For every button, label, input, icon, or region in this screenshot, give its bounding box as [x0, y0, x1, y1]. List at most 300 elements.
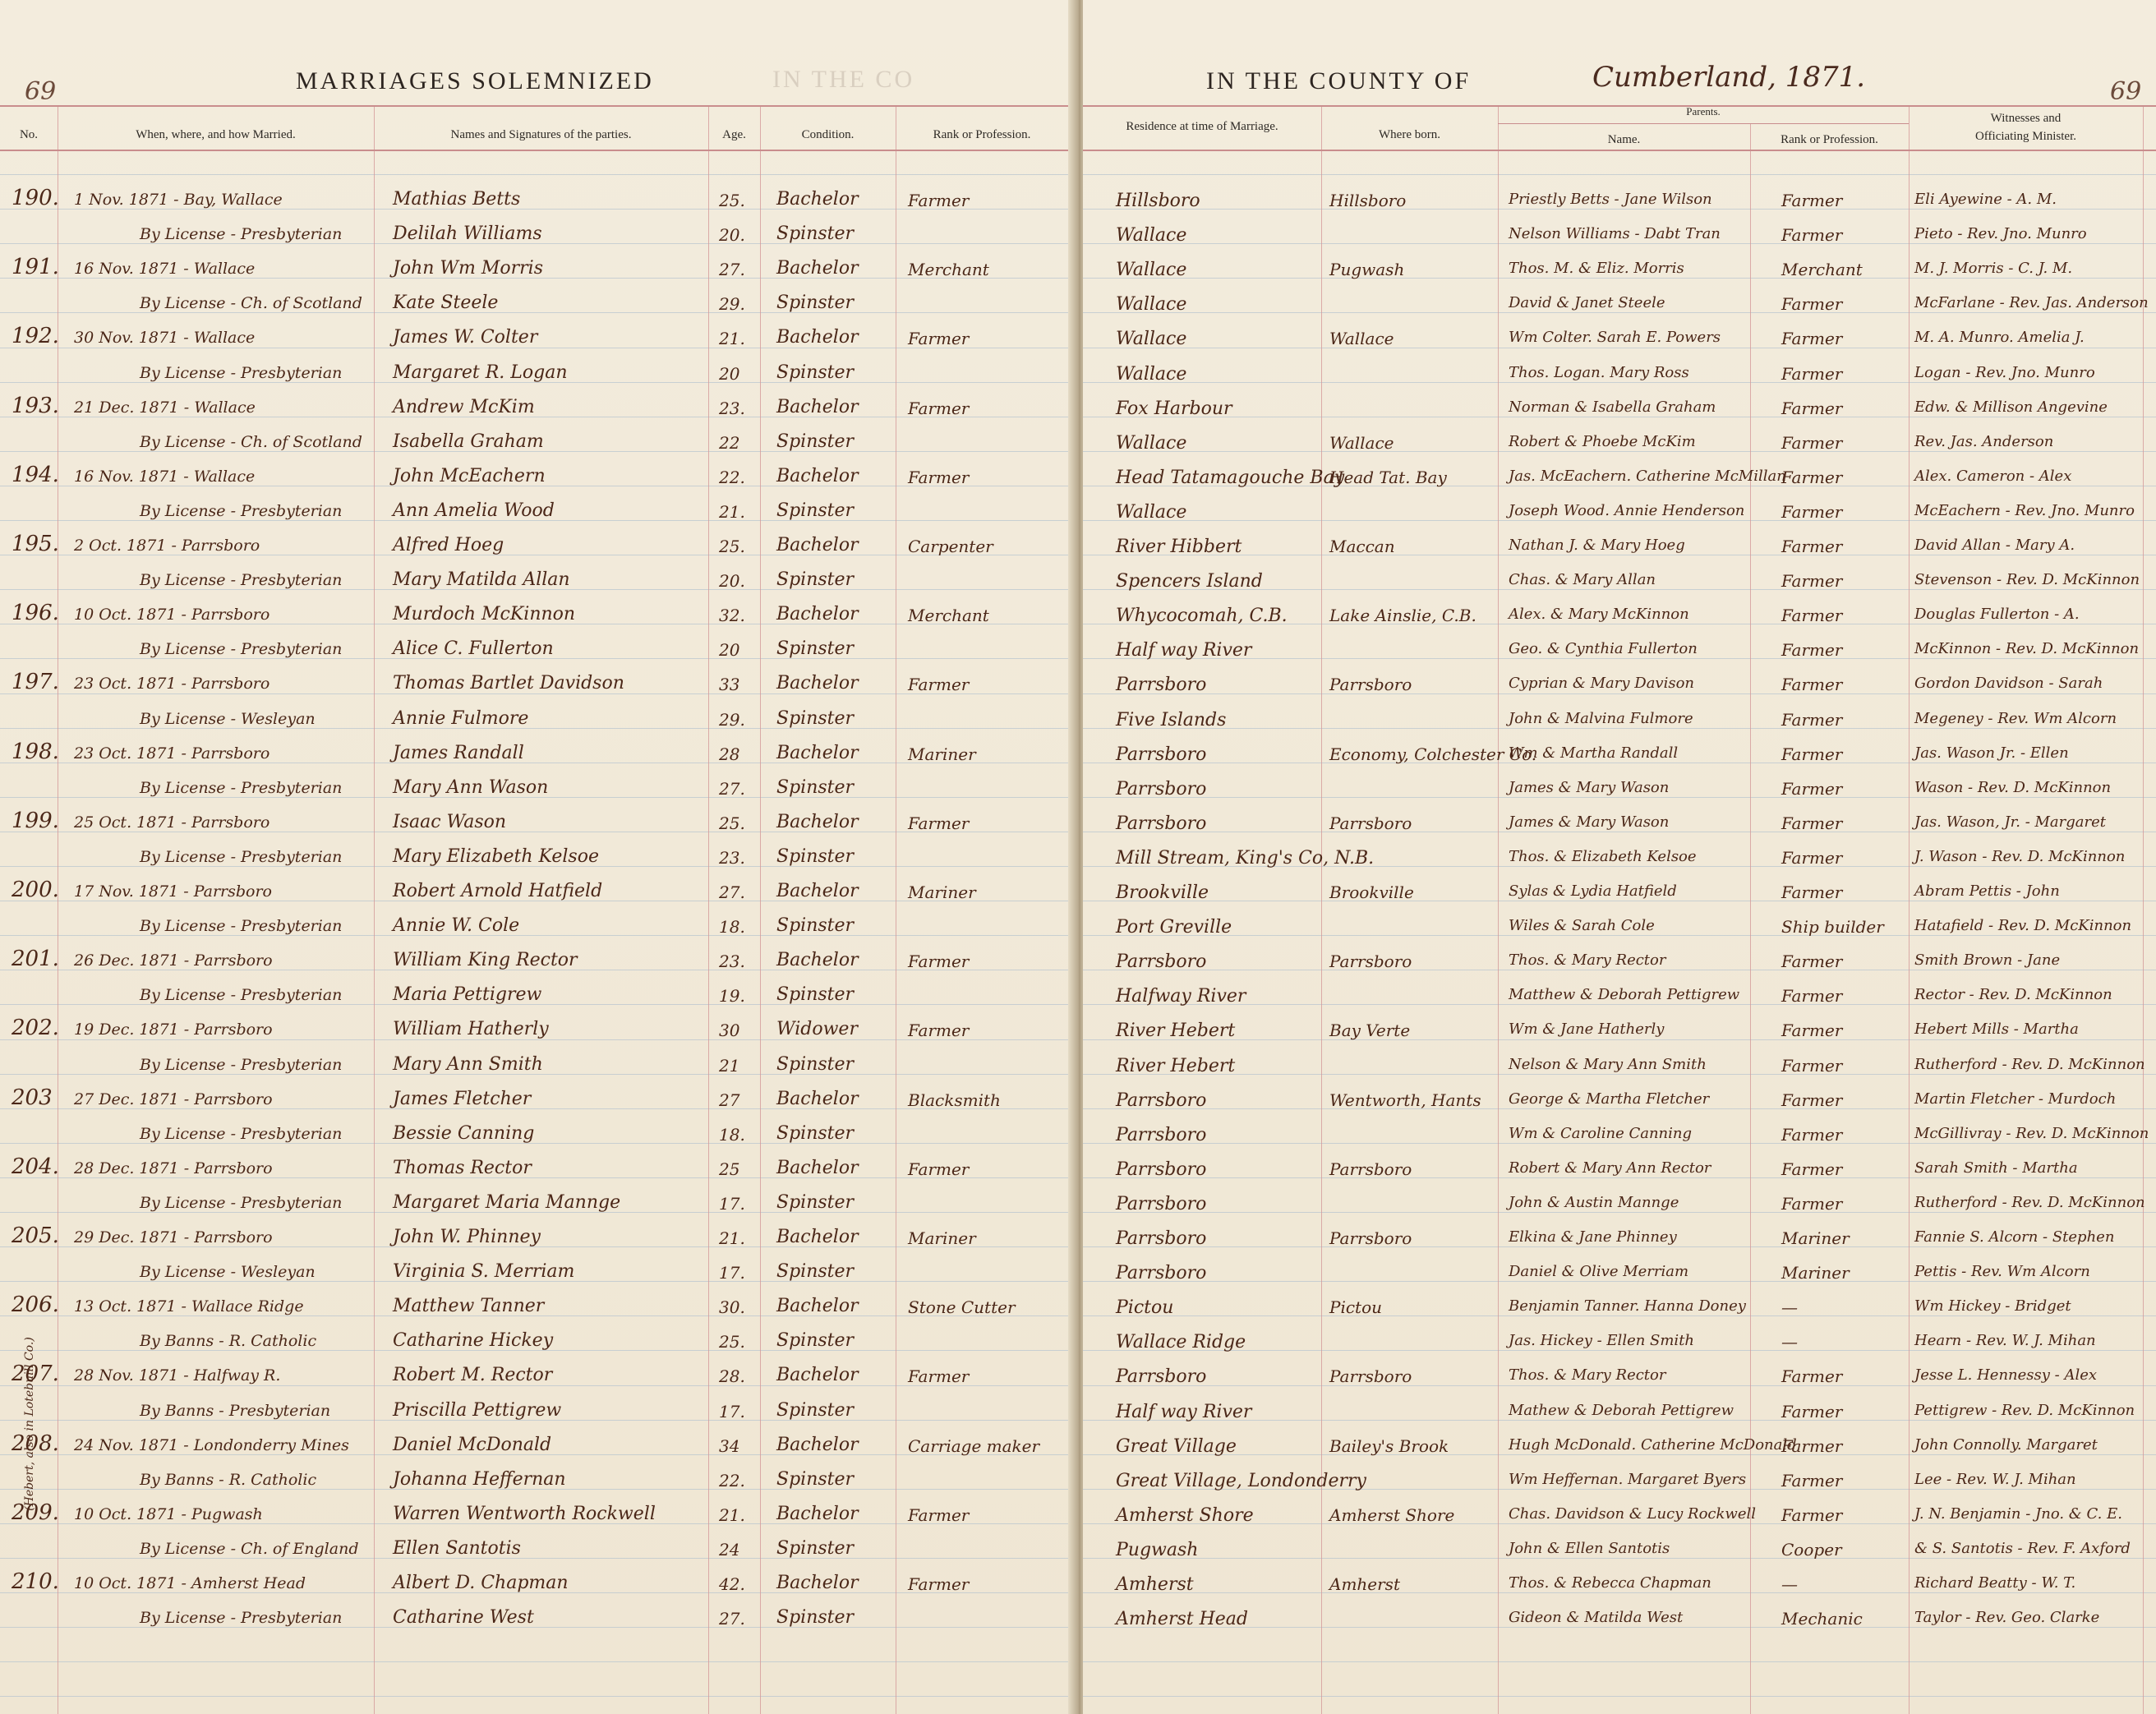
age: 17.: [719, 1193, 745, 1214]
parents-rank: Farmer: [1781, 1401, 1843, 1421]
parents-name: Robert & Mary Ann Rector: [1509, 1159, 1711, 1177]
party-name: Margaret Maria Mannge: [393, 1191, 621, 1213]
entry-number: 205.: [12, 1223, 59, 1248]
parents-rank: Farmer: [1781, 951, 1843, 972]
parents-rank: Farmer: [1781, 432, 1843, 453]
marriage-details: 1 Nov. 1871 - Bay, Wallace: [74, 191, 283, 209]
marriage-details: By Banns - R. Catholic: [140, 1470, 317, 1489]
age: 20.: [719, 571, 745, 592]
rank-profession: Blacksmith: [908, 1090, 1001, 1110]
parents-name: Thos. & Rebecca Chapman: [1509, 1574, 1711, 1592]
rank-profession: Mariner: [908, 882, 976, 902]
parents-name: John & Austin Mannge: [1509, 1193, 1679, 1211]
entry-number: 206.: [12, 1292, 59, 1318]
witnesses-minister: Wm Hickey - Bridget: [1914, 1297, 2071, 1315]
party-name: Thomas Bartlet Davidson: [393, 673, 624, 694]
condition: Spinster: [776, 569, 855, 591]
condition: Bachelor: [776, 1088, 859, 1109]
header-parents-rank: Rank or Profession.: [1781, 133, 1878, 146]
parents-rank: Farmer: [1781, 744, 1843, 764]
condition: Bachelor: [776, 396, 859, 417]
residence: Brookville: [1116, 882, 1209, 903]
parents-name: Wm & Jane Hatherly: [1509, 1021, 1665, 1039]
witnesses-minister: J. N. Benjamin - Jno. & C. E.: [1914, 1504, 2122, 1523]
marriage-details: 25 Oct. 1871 - Parrsboro: [74, 813, 270, 832]
party-name: Annie Fulmore: [393, 707, 529, 729]
parents-rank: Farmer: [1781, 191, 1843, 210]
residence: Mill Stream, King's Co, N.B.: [1116, 847, 1375, 869]
witnesses-minister: Hearn - Rev. W. J. Mihan: [1914, 1332, 2096, 1350]
residence: Wallace: [1116, 260, 1187, 281]
parents-rank: Farmer: [1781, 1124, 1843, 1145]
parents-rank: Farmer: [1781, 1193, 1843, 1214]
witnesses-minister: Edw. & Millison Angevine: [1914, 398, 2108, 416]
age: 19.: [719, 986, 745, 1007]
age: 25.: [719, 191, 745, 210]
witnesses-minister: J. Wason - Rev. D. McKinnon: [1914, 847, 2126, 865]
entry-number: 196.: [12, 601, 59, 626]
age: 17.: [719, 1263, 745, 1283]
marriage-details: 16 Nov. 1871 - Wallace: [74, 467, 256, 486]
rank-profession: Mariner: [908, 1228, 976, 1248]
parents-name: Sylas & Lydia Hatfield: [1509, 882, 1677, 900]
condition: Bachelor: [776, 811, 859, 832]
marriage-details: 10 Oct. 1871 - Parrsboro: [74, 606, 270, 624]
witnesses-minister: McGillivray - Rev. D. McKinnon: [1914, 1124, 2149, 1142]
witnesses-minister: McFarlane - Rev. Jas. Anderson: [1914, 294, 2149, 312]
marriage-details: 30 Nov. 1871 - Wallace: [74, 329, 256, 348]
party-name: Alfred Hoeg: [393, 535, 504, 555]
parents-name: Jas. Hickey - Ellen Smith: [1509, 1332, 1695, 1350]
witnesses-minister: Rector - Rev. D. McKinnon: [1914, 986, 2112, 1004]
parents-rank: Farmer: [1781, 1504, 1843, 1525]
rank-profession: Farmer: [908, 398, 970, 418]
age: 22: [719, 432, 740, 453]
age: 20: [719, 363, 740, 384]
header-no: No.: [19, 128, 39, 141]
rank-profession: Merchant: [908, 606, 989, 626]
party-name: Johanna Heffernan: [393, 1468, 566, 1490]
party-name: Mary Ann Smith: [393, 1053, 543, 1075]
party-name: Virginia S. Merriam: [393, 1261, 575, 1283]
parents-rank: Farmer: [1781, 571, 1843, 592]
condition: Spinster: [776, 1053, 855, 1075]
residence: Amherst Shore: [1116, 1504, 1254, 1526]
party-name: Robert M. Rector: [393, 1365, 553, 1386]
residence: Parrsboro: [1116, 813, 1207, 834]
birthplace: Parrsboro: [1329, 1228, 1412, 1248]
residence: Whycocomah, C.B.: [1116, 606, 1288, 627]
age: 33: [719, 675, 740, 695]
marriage-details: 21 Dec. 1871 - Wallace: [74, 398, 256, 417]
party-name: William King Rector: [393, 950, 578, 971]
party-name: Thomas Rector: [393, 1157, 532, 1178]
marriage-details: 17 Nov. 1871 - Parrsboro: [74, 882, 272, 901]
party-name: James W. Colter: [393, 327, 538, 348]
residence: Amherst: [1116, 1574, 1194, 1595]
party-name: Matthew Tanner: [393, 1296, 545, 1317]
witnesses-minister: Smith Brown - Jane: [1914, 951, 2061, 970]
witnesses-minister: Wason - Rev. D. McKinnon: [1914, 778, 2112, 796]
condition: Spinster: [776, 1191, 855, 1213]
condition: Spinster: [776, 707, 855, 729]
residence: Parrsboro: [1116, 744, 1207, 765]
rank-profession: Carpenter: [908, 537, 993, 556]
marriage-details: 13 Oct. 1871 - Wallace Ridge: [74, 1297, 304, 1316]
age: 27.: [719, 778, 745, 799]
parents-rank: Farmer: [1781, 640, 1843, 661]
parents-name: Alex. & Mary McKinnon: [1509, 606, 1689, 624]
marriage-details: By License - Presbyterian: [140, 847, 343, 866]
parents-rank: Farmer: [1781, 363, 1843, 384]
parents-rank: Farmer: [1781, 813, 1843, 833]
condition: Spinster: [776, 1330, 855, 1352]
condition: Spinster: [776, 638, 855, 660]
entry-number: 190.: [12, 186, 59, 210]
witnesses-minister: Logan - Rev. Jno. Munro: [1914, 363, 2095, 381]
rank-profession: Farmer: [908, 1574, 970, 1594]
parents-name: Joseph Wood. Annie Henderson: [1509, 501, 1745, 519]
witnesses-minister: & S. Santotis - Rev. F. Axford: [1914, 1539, 2131, 1557]
residence: Five Islands: [1116, 709, 1227, 730]
witnesses-minister: Rutherford - Rev. D. McKinnon: [1914, 1193, 2145, 1211]
rank-profession: Farmer: [908, 1366, 970, 1387]
parents-name: Thos. Logan. Mary Ross: [1509, 363, 1689, 381]
parents-rank: Farmer: [1781, 675, 1843, 695]
age: 22.: [719, 1470, 745, 1491]
entry-number: 203: [12, 1085, 53, 1110]
header-condition: Condition.: [801, 128, 855, 141]
residence: Great Village: [1116, 1435, 1237, 1457]
condition: Spinster: [776, 1261, 855, 1283]
party-name: Catharine Hickey: [393, 1330, 554, 1352]
age: 20.: [719, 225, 745, 246]
marriage-details: 28 Nov. 1871 - Halfway R.: [74, 1366, 281, 1385]
condition: Bachelor: [776, 881, 859, 901]
witnesses-minister: Gordon Davidson - Sarah: [1914, 675, 2103, 693]
condition: Bachelor: [776, 1573, 859, 1593]
residence: Wallace: [1116, 225, 1187, 247]
birthplace: Maccan: [1329, 537, 1395, 556]
residence: Port Greville: [1116, 917, 1232, 938]
parents-name: Wm & Martha Randall: [1509, 744, 1679, 762]
witnesses-minister: Douglas Fullerton - A.: [1914, 606, 2080, 624]
birthplace: Brookville: [1329, 882, 1414, 902]
age: 27.: [719, 1609, 745, 1629]
party-name: James Fletcher: [393, 1088, 532, 1109]
witnesses-minister: John Connolly. Margaret: [1914, 1435, 2098, 1454]
residence: Parrsboro: [1116, 675, 1207, 696]
birthplace: Parrsboro: [1329, 675, 1412, 695]
parents-name: Thos. M. & Eliz. Morris: [1509, 260, 1684, 278]
residence: Wallace: [1116, 329, 1187, 350]
age: 18.: [719, 1124, 745, 1145]
condition: Spinster: [776, 223, 855, 245]
parents-rank: Farmer: [1781, 1021, 1843, 1041]
residence: Amherst Head: [1116, 1609, 1248, 1630]
party-name: John Wm Morris: [393, 258, 543, 279]
rank-profession: Farmer: [908, 1021, 970, 1041]
residence: Half way River: [1116, 1401, 1252, 1422]
parents-name: John & Malvina Fulmore: [1509, 709, 1693, 727]
rank-profession: Carriage maker: [908, 1435, 1040, 1456]
witnesses-minister: Richard Beatty - W. T.: [1914, 1574, 2076, 1592]
parents-rank: Farmer: [1781, 329, 1843, 349]
party-name: Isabella Graham: [393, 431, 544, 452]
age: 20: [719, 640, 740, 661]
condition: Spinster: [776, 776, 855, 798]
parents-rank: Farmer: [1781, 1366, 1843, 1387]
marriage-details: By License - Presbyterian: [140, 917, 343, 936]
header-witnesses: Witnesses and: [1990, 112, 2062, 125]
age: 17.: [719, 1401, 745, 1421]
residence: Parrsboro: [1116, 1366, 1207, 1388]
birthplace: Head Tat. Bay: [1329, 467, 1447, 487]
marriage-details: By License - Presbyterian: [140, 571, 343, 590]
birthplace: Wallace: [1329, 329, 1394, 349]
marriage-details: 10 Oct. 1871 - Amherst Head: [74, 1574, 306, 1592]
residence: Wallace Ridge: [1116, 1332, 1246, 1353]
header-names: Names and Signatures of the parties.: [450, 128, 632, 141]
parents-name: Wiles & Sarah Cole: [1509, 917, 1655, 935]
entry-number: 195.: [12, 532, 59, 556]
parents-name: Chas. Davidson & Lucy Rockwell: [1509, 1504, 1756, 1523]
parents-name: Thos. & Mary Rector: [1509, 951, 1666, 970]
witnesses-minister: Pettigrew - Rev. D. McKinnon: [1914, 1401, 2135, 1419]
parents-rank: Farmer: [1781, 778, 1843, 799]
birthplace: Economy, Colchester Co.: [1329, 744, 1537, 764]
left-page: 69 MARRIAGES SOLEMNIZED IN THE CO No. When, where, and how Married. Names and Signatures of the parties. Age. Condition. Rank or Profession. (Hebert, also in Lotebuill Co.) 190. 1 Nov. 1871 - Bay, Wallace Mathias Betts 25. Bachelor Farmer By License - Presbyterian Delilah Williams 20. Spinster 191. 16 Nov. 1871 - Wallace John Wm Morris 27. Bachelor Merchant By License - Ch. of Scotland Kate Steele 29. Spinster 192. 30 Nov. 1871 - Wallace James W. Colter 21. Bachelor Farmer By License - Presbyterian Margaret R. Logan 20 Spinster 193. 21 Dec. 1871 - Wallace Andrew McKim 23. Bachelor Farmer By License - Ch. of Scotland Isabella Graham 22 Spinster 194. 16 Nov. 1871 - Wallace John McEachern 22. Bachelor Farmer By License - Presbyterian Ann Amelia Wood 21. Spinster 195. 2 Oct. 1871 - Parrsboro Alfred Hoeg 25. Bachelor Carpenter By License - Presbyterian Mary Matilda Allan 20. Spinster 196. 10 Oct. 1871 - Parrsboro Murdoch McKinnon 32. Bachelor Merchant By License - Presbyterian Alice C. Fullerton 20 Spinster 197. 23 Oct. 1871 - Parrsboro Thomas Bartlet Davidson 33 Bachelor Farmer By License - Wesleyan Annie Fulmore 29. Spinster 198. 23 Oct. 1871 - Parrsboro James Randall 28 Bachelor Mariner By License - Presbyterian Mary Ann Wason 27. Spinster 199. 25 Oct. 1871 - Parrsboro Isaac Wason 25. Bachelor Farmer By License - Presbyterian Mary Elizabeth Kelsoe 23. Spinster 200. 17 Nov. 1871 - Parrsboro Robert Arnold Hatfield 27. Bachelor Mariner By License - Presbyterian Annie W. Cole 18. Spinster 201. 26 Dec. 1871 - Parrsboro William King Rector 23. Bachelor Farmer By License - Presbyterian Maria Pettigrew 19. Spinster 202. 19 Dec. 1871 - Parrsboro William Hatherly 30 Widower Farmer By License - Presbyterian Mary Ann Smith 21 Spinster 203 27 Dec. 1871 - Parrsboro James Fletcher 27 Bachelor Blacksmith By License - Presbyterian Bessie Canning 18. Spinster 204. 28 Dec. 1871 - Parrsboro Thomas Rector 25 Bachelor Farmer By License - Presbyterian Margaret Maria Mannge 17. Spinster 205. 29 Dec. 1871 - Parrsboro John W. Phinney 21. Bachelor Mariner By License - Wesleyan Virginia S. Merriam 17. Spinster 206. 13 Oct. 1871 - Wallace Ridge Matthew Tanner 30. Bachelor Stone Cutter By Banns - R. Catholic Catharine Hickey 25. Spinster 207. 28 Nov. 1871 - Halfway R. Robert M. Rector 28. Bachelor Farmer By Banns - Presbyterian Priscilla Pettigrew 17. Spinster 208. 24 Nov. 1871 - Londonderry Mines Daniel McDonald 34 Bachelor Carriage maker By Banns - R. Catholic Johanna Heffernan 22. Spinster 209. 10 Oct. 1871 - Pugwash Warren Wentworth Rockwell 21. Bachelor Farmer By License - Ch. of England Ellen Santotis 24 Spinster 210. 10 Oct. 1871 - Amherst Head Albert D. Chapman 42. Bachelor Farmer By License - Presbyterian Catharine West 27. Spinster: [0, 0, 1076, 1714]
witnesses-minister: Rev. Jas. Anderson: [1914, 432, 2054, 450]
residence: River Hebert: [1116, 1055, 1236, 1076]
entry-number: 193.: [12, 393, 59, 418]
age: 21.: [719, 1228, 745, 1248]
birthplace: Amherst Shore: [1329, 1504, 1455, 1525]
age: 23.: [719, 847, 745, 868]
birthplace: Parrsboro: [1329, 1159, 1412, 1179]
entry-number: 204.: [12, 1154, 59, 1179]
witnesses-minister: Jesse L. Hennessy - Alex: [1914, 1366, 2098, 1385]
marriage-details: By License - Presbyterian: [140, 501, 343, 520]
marriage-details: By License - Presbyterian: [140, 1193, 343, 1212]
marriage-details: By License - Presbyterian: [140, 1055, 343, 1074]
age: 18.: [719, 917, 745, 938]
marriage-details: 2 Oct. 1871 - Parrsboro: [74, 537, 260, 555]
residence: Hillsboro: [1116, 191, 1200, 211]
residence: Wallace: [1116, 432, 1187, 454]
age: 22.: [719, 467, 745, 487]
condition: Bachelor: [776, 258, 859, 279]
residence: Parrsboro: [1116, 1124, 1207, 1145]
rank-profession: Farmer: [908, 191, 970, 210]
birthplace: Bailey's Brook: [1329, 1435, 1449, 1456]
party-name: Delilah Williams: [393, 223, 542, 245]
parents-name: Nelson Williams - Dabt Tran: [1509, 225, 1721, 243]
age: 27: [719, 1090, 740, 1110]
witnesses-minister: Lee - Rev. W. J. Mihan: [1914, 1470, 2076, 1488]
condition: Spinster: [776, 845, 855, 867]
rank-profession: Farmer: [908, 467, 970, 487]
parents-name: Norman & Isabella Graham: [1509, 398, 1716, 416]
residence: Parrsboro: [1116, 1228, 1207, 1249]
entry-number: 210.: [12, 1569, 59, 1594]
condition: Spinster: [776, 1537, 855, 1559]
condition: Bachelor: [776, 604, 859, 625]
party-name: Margaret R. Logan: [393, 362, 568, 383]
residence: Great Village, Londonderry: [1116, 1470, 1366, 1491]
parents-name: Priestly Betts - Jane Wilson: [1509, 191, 1712, 208]
marriage-details: 29 Dec. 1871 - Parrsboro: [74, 1228, 273, 1246]
age: 24: [719, 1539, 740, 1560]
parents-rank: Farmer: [1781, 537, 1843, 556]
party-name: Warren Wentworth Rockwell: [393, 1503, 656, 1524]
age: 23.: [719, 951, 745, 972]
header-parents: Parents.: [1686, 105, 1721, 117]
party-name: Kate Steele: [393, 293, 499, 314]
parents-rank: Farmer: [1781, 398, 1843, 418]
header-age: Age.: [722, 128, 746, 141]
party-name: Ellen Santotis: [393, 1537, 521, 1559]
party-name: Bessie Canning: [393, 1122, 535, 1144]
witnesses-minister: M. J. Morris - C. J. M.: [1914, 260, 2073, 278]
entry-number: 198.: [12, 739, 59, 764]
residence: Parrsboro: [1116, 1159, 1207, 1180]
rank-profession: Farmer: [908, 675, 970, 695]
party-name: Daniel McDonald: [393, 1434, 552, 1455]
witnesses-minister: Pieto - Rev. Jno. Munro: [1914, 225, 2087, 243]
page-title-right: IN THE COUNTY OF: [1206, 67, 1472, 94]
header-born: Where born.: [1379, 128, 1440, 141]
parents-rank: Farmer: [1781, 847, 1843, 868]
condition: Spinster: [776, 1607, 855, 1629]
age: 27.: [719, 260, 745, 280]
age: 28: [719, 744, 740, 764]
age: 30.: [719, 1297, 745, 1318]
condition: Bachelor: [776, 1296, 859, 1317]
entry-number: 201.: [12, 947, 59, 972]
residence: Wallace: [1116, 363, 1187, 385]
party-name: Mary Ann Wason: [393, 776, 549, 798]
age: 29.: [719, 709, 745, 730]
parents-name: George & Martha Fletcher: [1509, 1090, 1710, 1108]
parents-name: Mathew & Deborah Pettigrew: [1509, 1401, 1734, 1419]
party-name: Robert Arnold Hatfield: [393, 881, 603, 901]
witnesses-minister: Hebert Mills - Martha: [1914, 1021, 2079, 1039]
marriage-details: 16 Nov. 1871 - Wallace: [74, 260, 256, 279]
parents-name: Thos. & Mary Rector: [1509, 1366, 1666, 1385]
right-page: [1083, 0, 2156, 1714]
witnesses-minister: Alex. Cameron - Alex: [1914, 467, 2072, 485]
entry-number: 199.: [12, 808, 59, 833]
condition: Spinster: [776, 984, 855, 1006]
age: 29.: [719, 294, 745, 315]
header-residence: Residence at time of Marriage.: [1126, 120, 1278, 133]
parents-rank: Mechanic: [1781, 1609, 1863, 1629]
marriage-details: 23 Oct. 1871 - Parrsboro: [74, 744, 270, 763]
party-name: Albert D. Chapman: [393, 1573, 569, 1593]
marriage-details: By License - Presbyterian: [140, 225, 343, 244]
condition: Bachelor: [776, 673, 859, 694]
parents-name: Jas. McEachern. Catherine McMillan: [1509, 467, 1786, 485]
party-name: Ann Amelia Wood: [393, 500, 555, 521]
age: 25.: [719, 537, 745, 556]
marriage-details: By License - Presbyterian: [140, 986, 343, 1005]
header-parents-name: Name.: [1607, 133, 1641, 146]
condition: Spinster: [776, 362, 855, 383]
parents-rank: Merchant: [1781, 260, 1863, 280]
page-number-left: 69: [25, 77, 57, 106]
parents-rank: Farmer: [1781, 606, 1843, 626]
marriage-details: By License - Presbyterian: [140, 640, 343, 659]
age: 28.: [719, 1366, 745, 1387]
parents-rank: Farmer: [1781, 709, 1843, 730]
header-rank: Rank or Profession.: [933, 128, 1031, 141]
parents-rank: Farmer: [1781, 882, 1843, 902]
age: 25.: [719, 813, 745, 833]
marriage-details: By License - Wesleyan: [140, 709, 316, 728]
entry-number: 207.: [12, 1362, 59, 1387]
parents-rank: Farmer: [1781, 225, 1843, 246]
marriage-details: By License - Ch. of Scotland: [140, 294, 362, 313]
parents-name: Chas. & Mary Allan: [1509, 571, 1656, 589]
party-name: James Randall: [393, 742, 524, 763]
condition: Spinster: [776, 1399, 855, 1421]
residence: Pugwash: [1116, 1539, 1199, 1560]
parents-rank: Farmer: [1781, 467, 1843, 487]
birthplace: Lake Ainslie, C.B.: [1329, 606, 1476, 626]
age: 21: [719, 1055, 740, 1076]
parents-name: Thos. & Elizabeth Kelsoe: [1509, 847, 1697, 865]
residence: Head Tatamagouche Bay: [1116, 467, 1345, 488]
parents-rank: Farmer: [1781, 1055, 1843, 1076]
birthplace: Pictou: [1329, 1297, 1383, 1318]
birthplace: Bay Verte: [1329, 1021, 1411, 1041]
age: 25: [719, 1159, 740, 1179]
parents-rank: Farmer: [1781, 1435, 1843, 1456]
parents-rank: Farmer: [1781, 501, 1843, 522]
parents-name: Robert & Phoebe McKim: [1509, 432, 1696, 450]
witnesses-minister: Eli Ayewine - A. M.: [1914, 191, 2057, 208]
parents-name: Matthew & Deborah Pettigrew: [1509, 986, 1740, 1004]
residence: Parrsboro: [1116, 1090, 1207, 1111]
party-name: Andrew McKim: [393, 396, 535, 417]
parents-rank: Farmer: [1781, 294, 1843, 315]
marriage-details: 24 Nov. 1871 - Londonderry Mines: [74, 1435, 349, 1454]
parents-rank: Mariner: [1781, 1263, 1850, 1283]
parents-name: John & Ellen Santotis: [1509, 1539, 1670, 1557]
party-name: Mary Elizabeth Kelsoe: [393, 845, 599, 867]
parents-name: Hugh McDonald. Catherine McDonald: [1509, 1435, 1797, 1454]
residence: Spencers Island: [1116, 571, 1263, 592]
witnesses-minister: Jas. Wason Jr. - Ellen: [1914, 744, 2069, 762]
parents-rank: Mariner: [1781, 1228, 1850, 1248]
marriage-details: By Banns - R. Catholic: [140, 1332, 317, 1351]
parents-name: James & Mary Wason: [1509, 813, 1670, 831]
party-name: Alice C. Fullerton: [393, 638, 554, 660]
parents-name: Daniel & Olive Merriam: [1509, 1263, 1689, 1281]
residence: River Hibbert: [1116, 537, 1242, 557]
parents-rank: —: [1781, 1297, 1798, 1318]
birthplace: Hillsboro: [1329, 191, 1407, 210]
rank-profession: Farmer: [908, 1504, 970, 1525]
parents-name: Geo. & Cynthia Fullerton: [1509, 640, 1698, 658]
age: 32.: [719, 606, 745, 626]
age: 42.: [719, 1574, 745, 1594]
residence: Half way River: [1116, 640, 1252, 661]
marriage-details: 27 Dec. 1871 - Parrsboro: [74, 1090, 273, 1108]
parents-name: Nelson & Mary Ann Smith: [1509, 1055, 1707, 1073]
residence: Halfway River: [1116, 986, 1246, 1007]
